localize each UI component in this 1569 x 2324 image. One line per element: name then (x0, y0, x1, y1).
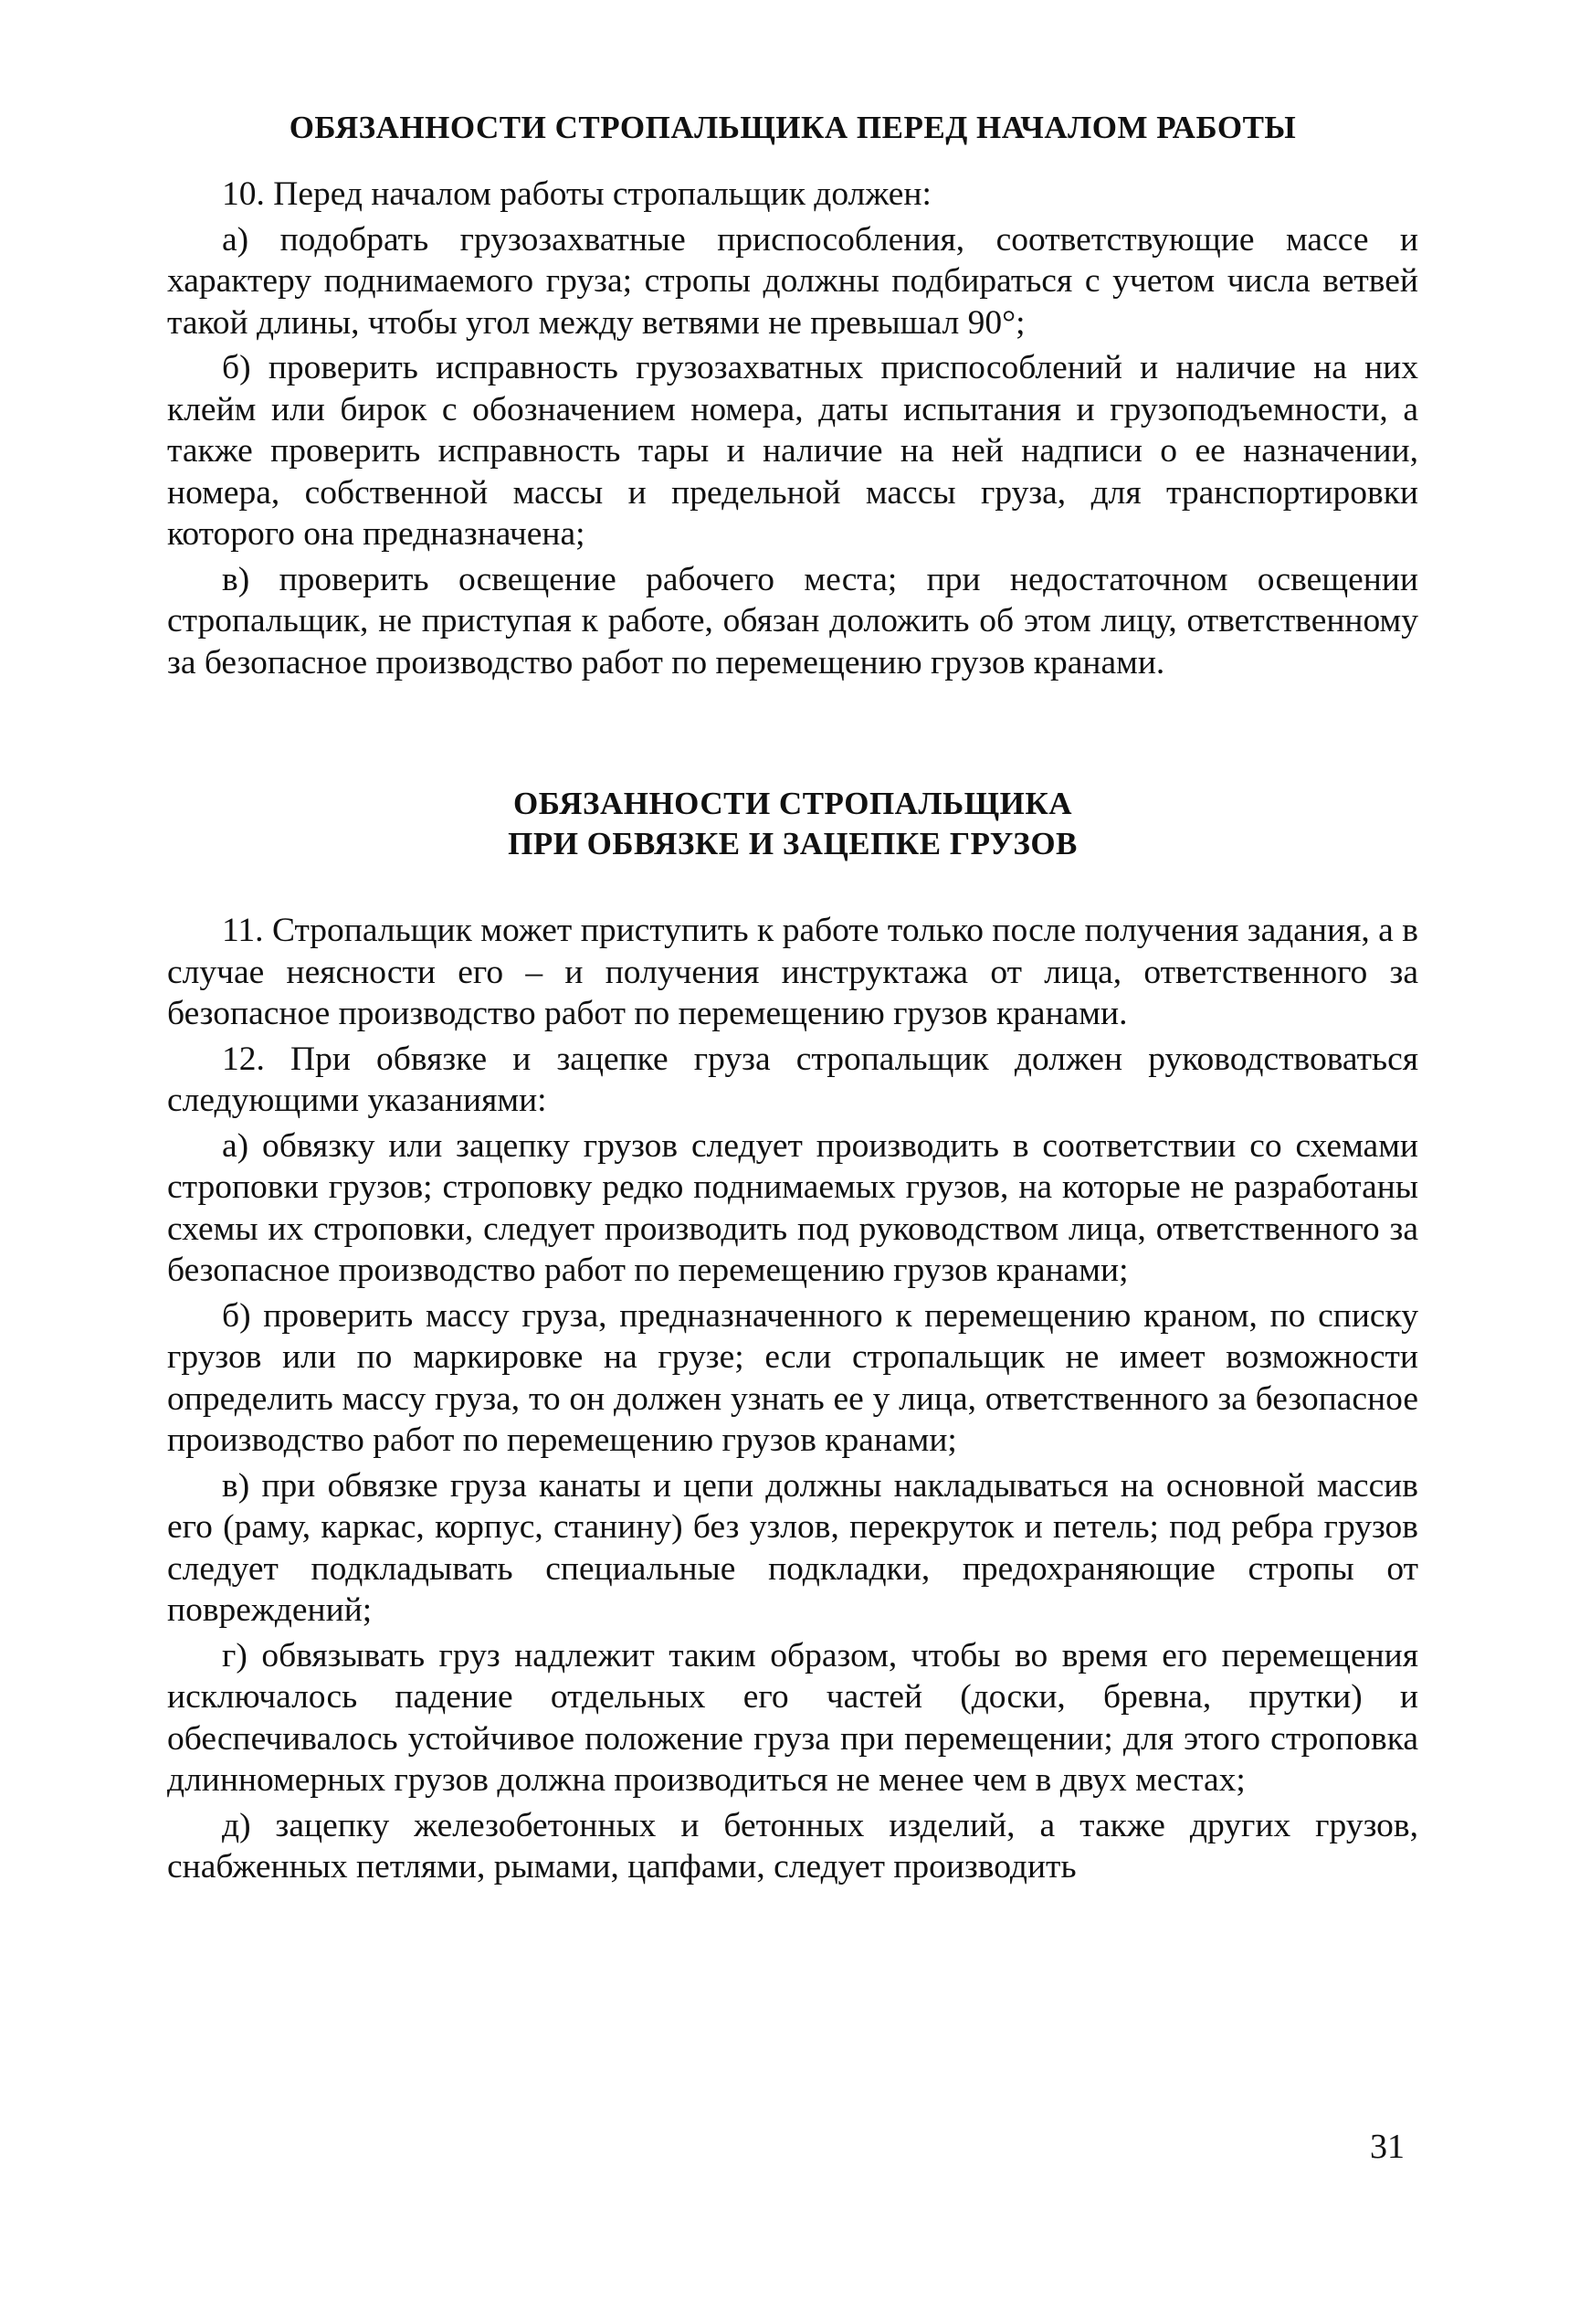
section-heading-slinging (167, 784, 1418, 864)
section-heading-before-work: ОБЯЗАННОСТИ СТРОПАЛЬЩИКА ПЕРЕД НАЧАЛОМ РАБОТЫ (289, 110, 1297, 145)
paragraph-12g: г) обвязывать груз надлежит таким образом, чтобы во время его перемещения исключалось падение отдельных его частей (доски, бревна, прутки) и обеспечивалось устойчивое положение груза при перемещении; для этого строповка длинномерных грузов должна производиться не менее чем в двух местах; (167, 1636, 1418, 1799)
paragraph-10a: а) подобрать грузозахватные приспособления, соответствующие массе и характеру поднимаемого груза; стропы должны подбираться с учетом числа ветвей такой длины, чтобы угол между ветвями не превышал 90°; (167, 220, 1418, 342)
paragraph-11: 11. Стропальщик может приступить к работе только после получения задания, а в случае неясности его – и получения инструктажа от лица, ответственного за безопасное производство работ по перемещению грузов кранами. (167, 912, 1418, 1032)
paragraph-10b: б) проверить исправность грузозахватных приспособлений и наличие на них клейм или бирок с обозначением номера, даты испытания и грузоподъемности, а также проверить исправность тары и наличие на ней надписи о ее назначении, номера, собственной массы и предельной массы груза, для транспортировки которого она предназначена; (167, 349, 1418, 553)
paragraph-12: 12. При обвязке и зацепке груза стропальщик должен руководствоваться следующими указаниями: (167, 1040, 1418, 1119)
section-heading-line2: ПРИ ОБВЯЗКЕ И ЗАЦЕПКЕ ГРУЗОВ (508, 826, 1078, 861)
paragraph-12d: д) зацепку железобетонных и бетонных изделий, а также других грузов, снабженных петлями, рымами, цапфами, следует производить (167, 1806, 1418, 1886)
page-content (167, 108, 1418, 1892)
section-slinging (167, 784, 1418, 1888)
page-number: 31 (1370, 2128, 1405, 2166)
paragraph-12a: а) обвязку или зацепку грузов следует производить в соответствии со схемами строповки грузов; строповку редко поднимаемых грузов, на которые не разработаны схемы их строповки, следует производить под руководством лица, ответственного за безопасное производство работ по перемещению грузов кранами; (167, 1126, 1418, 1289)
paragraph-12v: в) при обвязке груза канаты и цепи должны накладываться на основной массив его (раму, каркас, корпус, станину) без узлов, перекруток и петель; под ребра грузов следует подкладывать специальные подкладки, предохраняющие стропы от повреждений; (167, 1466, 1418, 1629)
section-heading-line1: ОБЯЗАННОСТИ СТРОПАЛЬЩИКА (513, 786, 1072, 821)
paragraph-10v: в) проверить освещение рабочего места; при недостаточном освещении стропальщик, не приступая к работе, обязан доложить об этом лицу, ответственному за безопасное производство работ по перемещению грузов кранами. (167, 560, 1418, 681)
paragraph-10: 10. Перед началом работы стропальщик должен: (222, 175, 932, 213)
paragraph-12b: б) проверить массу груза, предназначенного к перемещению краном, по списку грузов или по маркировке на грузе; если стропальщик не имеет возможности определить массу груза, то он должен узнать ее у лица, ответственного за безопасное производство работ по перемещению грузов кранами; (167, 1296, 1418, 1459)
section-before-work (167, 108, 1418, 683)
